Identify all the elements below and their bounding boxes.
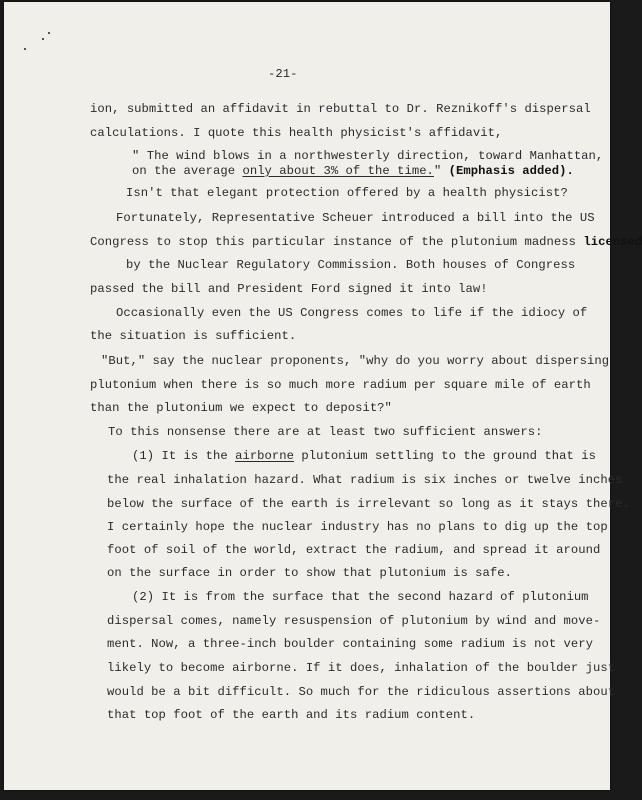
text-line: likely to become airborne. If it does, inhalation of the boulder just xyxy=(107,661,616,675)
ink-speck xyxy=(42,38,44,40)
text-line: (2) It is from the surface that the second hazard of plutonium xyxy=(132,590,589,604)
underlined-text: airborne xyxy=(235,449,295,463)
text-line: dispersal comes, namely resuspension of plutonium by wind and move- xyxy=(107,614,601,628)
underlined-text: only about 3% of the time. xyxy=(242,164,434,178)
text-line: the real inhalation hazard. What radium is six inches or twelve inches xyxy=(107,473,623,487)
text-line: ion, submitted an affidavit in rebuttal to Dr. Reznikoff's dispersal xyxy=(90,102,591,116)
text-line: than the plutonium we expect to deposit?" xyxy=(90,401,392,415)
text-line: passed the bill and President Ford signed it into law! xyxy=(90,282,488,296)
text-line: Occasionally even the US Congress comes to life if the idiocy of xyxy=(116,306,588,320)
quote-text: on the average xyxy=(132,164,243,178)
quote-text: " xyxy=(433,164,449,178)
text-line: Isn't that elegant protection offered by a health physicist? xyxy=(126,186,568,200)
text-line: foot of soil of the world, extract the radium, and spread it around xyxy=(107,543,601,557)
emphasis-note: (Emphasis added). xyxy=(448,164,574,178)
block-quote-line xyxy=(132,165,574,177)
text-line xyxy=(132,450,596,462)
text-line: that top foot of the earth and its radium content. xyxy=(107,708,476,722)
text-line: the situation is sufficient. xyxy=(90,329,297,343)
text-line: would be a bit difficult. So much for the ridiculous assertions about xyxy=(107,685,616,699)
text-line: ment. Now, a three-inch boulder containing some radium is not very xyxy=(107,637,594,651)
inserted-word: licensed xyxy=(583,235,642,249)
text-line: below the surface of the earth is irrelevant so long as it stays there. xyxy=(107,497,630,511)
text-segment: Congress to stop this particular instance of the plutonium madness xyxy=(90,235,584,249)
document-page xyxy=(4,2,642,790)
text-segment: (1) It is the xyxy=(132,449,236,463)
ink-speck xyxy=(48,32,50,34)
page-number: -21- xyxy=(268,67,298,81)
text-line: I certainly hope the nuclear industry has no plans to dig up the top xyxy=(107,520,608,534)
text-line: plutonium when there is so much more radium per square mile of earth xyxy=(90,378,591,392)
text-line xyxy=(90,236,642,248)
text-line: "But," say the nuclear proponents, "why do you worry about dispersing xyxy=(101,354,610,368)
text-line: To this nonsense there are at least two sufficient answers: xyxy=(108,425,543,439)
text-line: calculations. I quote this health physicist's affidavit, xyxy=(90,126,503,140)
text-line: Fortunately, Representative Scheuer introduced a bill into the US xyxy=(116,211,595,225)
text-line: on the surface in order to show that plutonium is safe. xyxy=(107,566,513,580)
text-line: by the Nuclear Regulatory Commission. Both houses of Congress xyxy=(126,258,576,272)
block-quote-line: " The wind blows in a northwesterly direction, toward Manhattan, xyxy=(132,149,604,163)
ink-speck xyxy=(24,48,26,50)
text-segment: plutonium settling to the ground that is xyxy=(294,449,596,463)
